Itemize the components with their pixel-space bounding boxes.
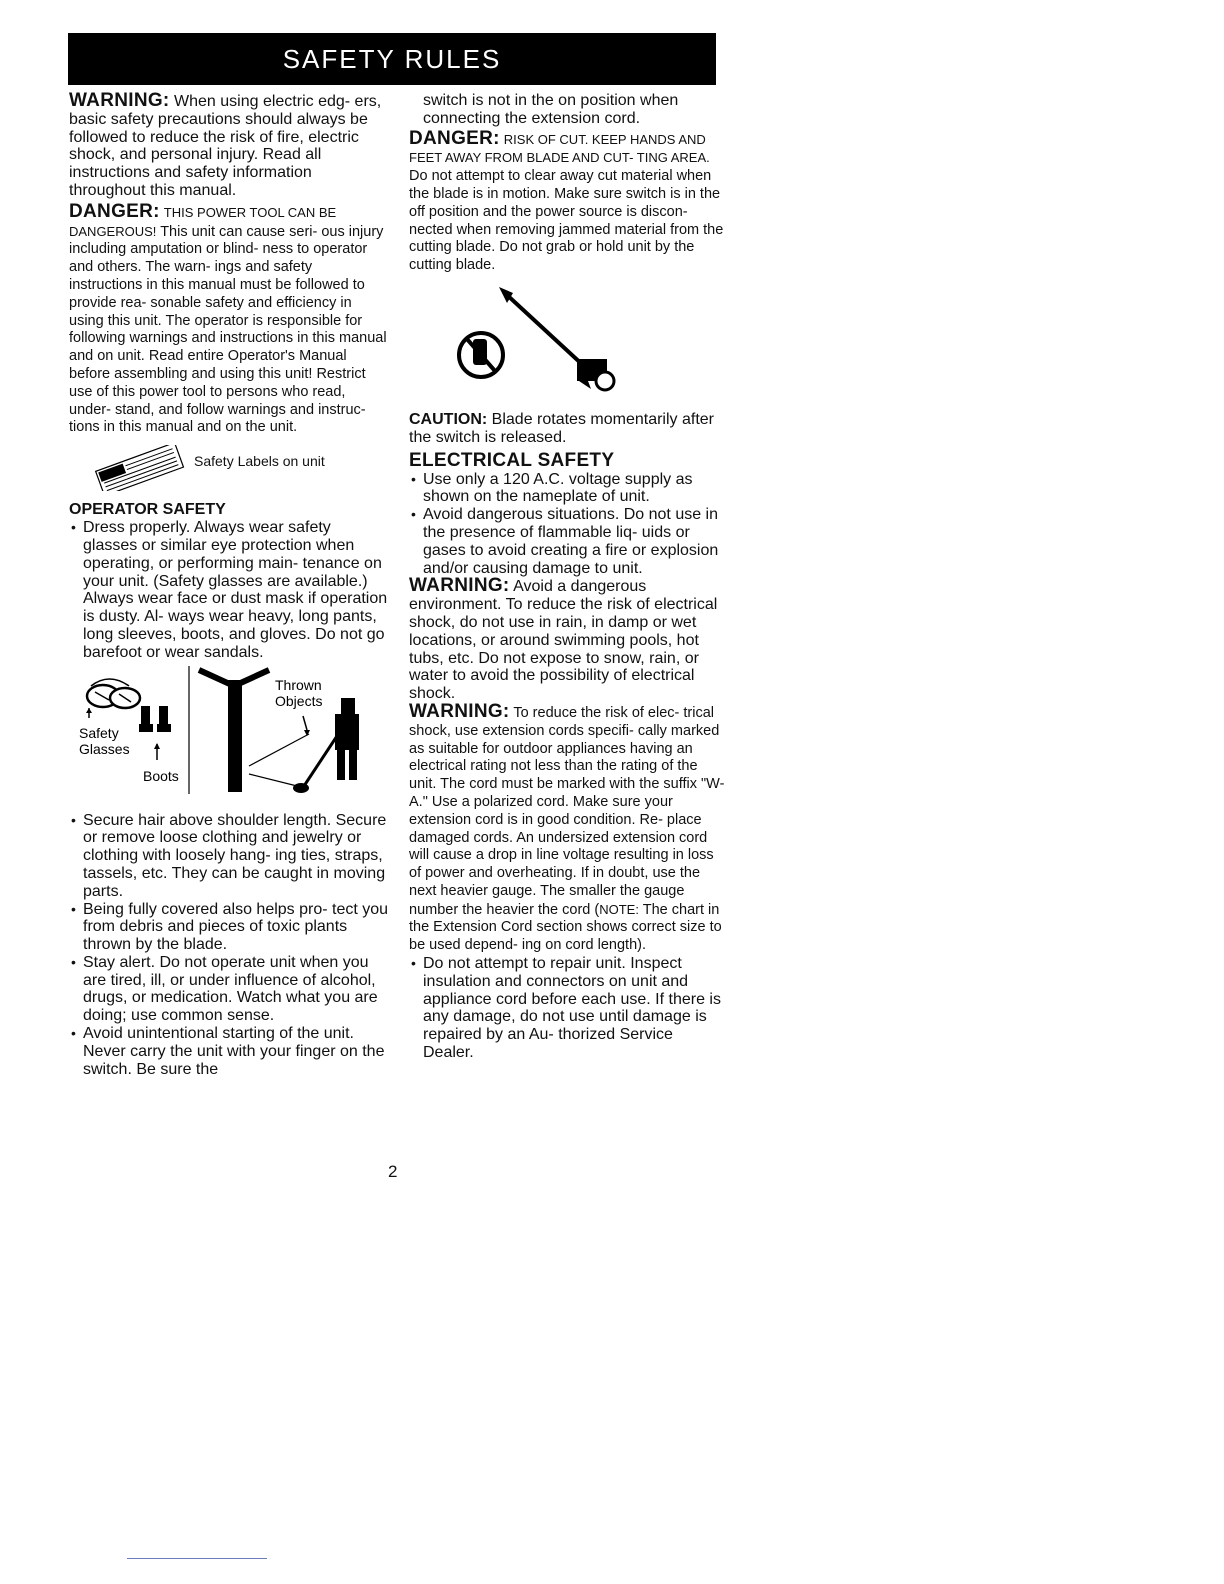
warning-label: WARNING: (409, 700, 510, 722)
boots-icon (139, 706, 171, 760)
boots-text: Boots (143, 767, 179, 784)
safety-text: Safety (79, 724, 119, 741)
caution-paragraph (409, 411, 725, 447)
list-item: • Do not attempt to repair unit. Inspect insulation and connectors on unit and appliance cord before each use. If there is any damage, do not use until damage is repaired by an Au- thorized Service Dealer. (409, 955, 725, 1062)
electrical-safety-list (409, 471, 725, 578)
caution-label: CAUTION: (409, 410, 488, 428)
list-item: • Avoid unintentional starting of the unit. Never carry the unit with your finger on the switch. Be sure the (69, 1025, 389, 1078)
safety-labels-row (69, 445, 389, 497)
list-item: • Avoid dangerous situations. Do not use in the presence of flammable liq- uids or gases to avoid creating a fire or explosion and/or causing damage to unit. (409, 506, 725, 577)
right-column (409, 92, 725, 1062)
danger-paragraph (69, 200, 389, 437)
warning-environment-paragraph (409, 577, 725, 703)
glasses-text: Glasses (79, 740, 130, 757)
caution-text: Blade rotates momentarily after the switch is released. (409, 410, 714, 446)
list-item: • Use only a 120 A.C. voltage supply as shown on the nameplate of unit. (409, 471, 725, 507)
danger-cut-paragraph (409, 127, 725, 275)
operator-figure-icon (249, 698, 359, 793)
danger-text: Do not attempt to clear away cut material when the blade is in motion. Make sure switch is in the off position and the power source is discon- nected when removing jammed material from the cutting blade. Do not grab or hold unit by the cutting blade. (409, 168, 724, 274)
footer-rule (127, 1558, 267, 1559)
warning-label-sticker-icon (87, 445, 187, 491)
operator-safety-list (69, 519, 389, 661)
warning-text: Avoid a dangerous environment. To reduce the risk of electrical shock, do not use in rain, in damp or wet locations, or around swimming pools, hot tubs, etc. Do not expose to snow, rain, or water to avoid the possibility of electrical shock. (409, 578, 718, 703)
edger-hazard-figure (409, 277, 725, 407)
warning-text: To reduce the risk of elec- trical shock, use extension cords specifi- cally marked as suitable for outdoor appliances having an electrical rating not less than the rating of the unit. The cord must be marked with the suffix "W-A." Use a polarized cord. Make sure your extension cord is in good condition. Re- place damaged cords. An undersized extension cord will cause a drop in line voltage resulting in loss of power and overheating. If in doubt, use the next heavier gauge. The smaller the gauge number the heavier the cord ( (409, 704, 725, 918)
safety-labels-caption: Safety Labels on unit (194, 453, 325, 470)
danger-label: DANGER: (69, 200, 160, 222)
danger-caps: RISK OF CUT. KEEP HANDS AND FEET AWAY FROM BLADE AND CUT- TING AREA. (409, 131, 710, 166)
thrown-text: Thrown (275, 676, 322, 693)
page-title: SAFETY RULES (282, 43, 502, 74)
note-label: NOTE: (599, 901, 639, 917)
safety-glasses-icon (86, 679, 140, 718)
list-item: • Being fully covered also helps pro- tect you from debris and pieces of toxic plants thrown by the blade. (69, 901, 389, 954)
warning-tail: The chart in the Extension Cord section shows correct size to be used depend- ing on cord length). (409, 901, 722, 954)
tree-icon (199, 670, 269, 792)
danger-caps: THIS POWER TOOL CAN BE DANGEROUS! (69, 204, 337, 239)
protective-gear-figure (69, 666, 389, 806)
warning-extension-paragraph (409, 700, 725, 955)
page-header (68, 33, 716, 85)
list-item: • Stay alert. Do not operate unit when you are tired, ill, or under influence of alcohol, drugs, or medication. Watch what you are doing; use common sense. (69, 954, 389, 1025)
page-number: 2 (388, 1162, 398, 1181)
operator-safety-heading: OPERATOR SAFETY (69, 501, 226, 519)
operator-safety-list-cont (69, 812, 389, 1079)
warning-label: WARNING: (69, 90, 170, 111)
no-hands-icon (459, 333, 503, 377)
danger-label: DANGER: (409, 127, 500, 149)
objects-text: Objects (275, 692, 323, 709)
left-column (69, 92, 389, 1078)
warning-label: WARNING: (409, 575, 510, 597)
list-item: • Secure hair above shoulder length. Secure or remove loose clothing and jewelry or clothing with loosely hang- ing ties, straps, tassels, etc. They can be caught in moving parts. (69, 812, 389, 901)
continued-text: switch is not in the on position when connecting the extension cord. (423, 92, 679, 127)
warning-paragraph (69, 92, 389, 200)
electrical-safety-heading: ELECTRICAL SAFETY (409, 449, 615, 471)
list-item: • Dress properly. Always wear safety glasses or similar eye protection when operating, or performing main- tenance on your unit. (Safety glasses are available.) Always wear face or dust mask if operation is dusty. Al- ways wear heavy, long pants, long sleeves, boots, and gloves. Do not go barefoot or wear sandals. (69, 519, 389, 661)
warning-text: When using electric edg- ers, basic safety precautions should always be followed to reduce the risk of fire, electric shock, and personal injury. Read all instructions and safety information throughout this manual. (69, 93, 382, 199)
edger-icon (499, 287, 614, 390)
electrical-safety-list-cont (409, 955, 725, 1062)
danger-text: This unit can cause seri- ous injury including amputation or blind- ness to operator and others. The warn- ings and safety instructions in this manual must be followed to provide rea- sonable safety and efficiency in using this unit. The operator is responsible for following warnings and instructions in this manual and on unit. Read entire Operator's Manual before assembling and using this unit! Restrict use of this power tool to persons who read, under- stand, and follow warnings and instruc- tions in this manual and on the unit. (69, 223, 387, 436)
